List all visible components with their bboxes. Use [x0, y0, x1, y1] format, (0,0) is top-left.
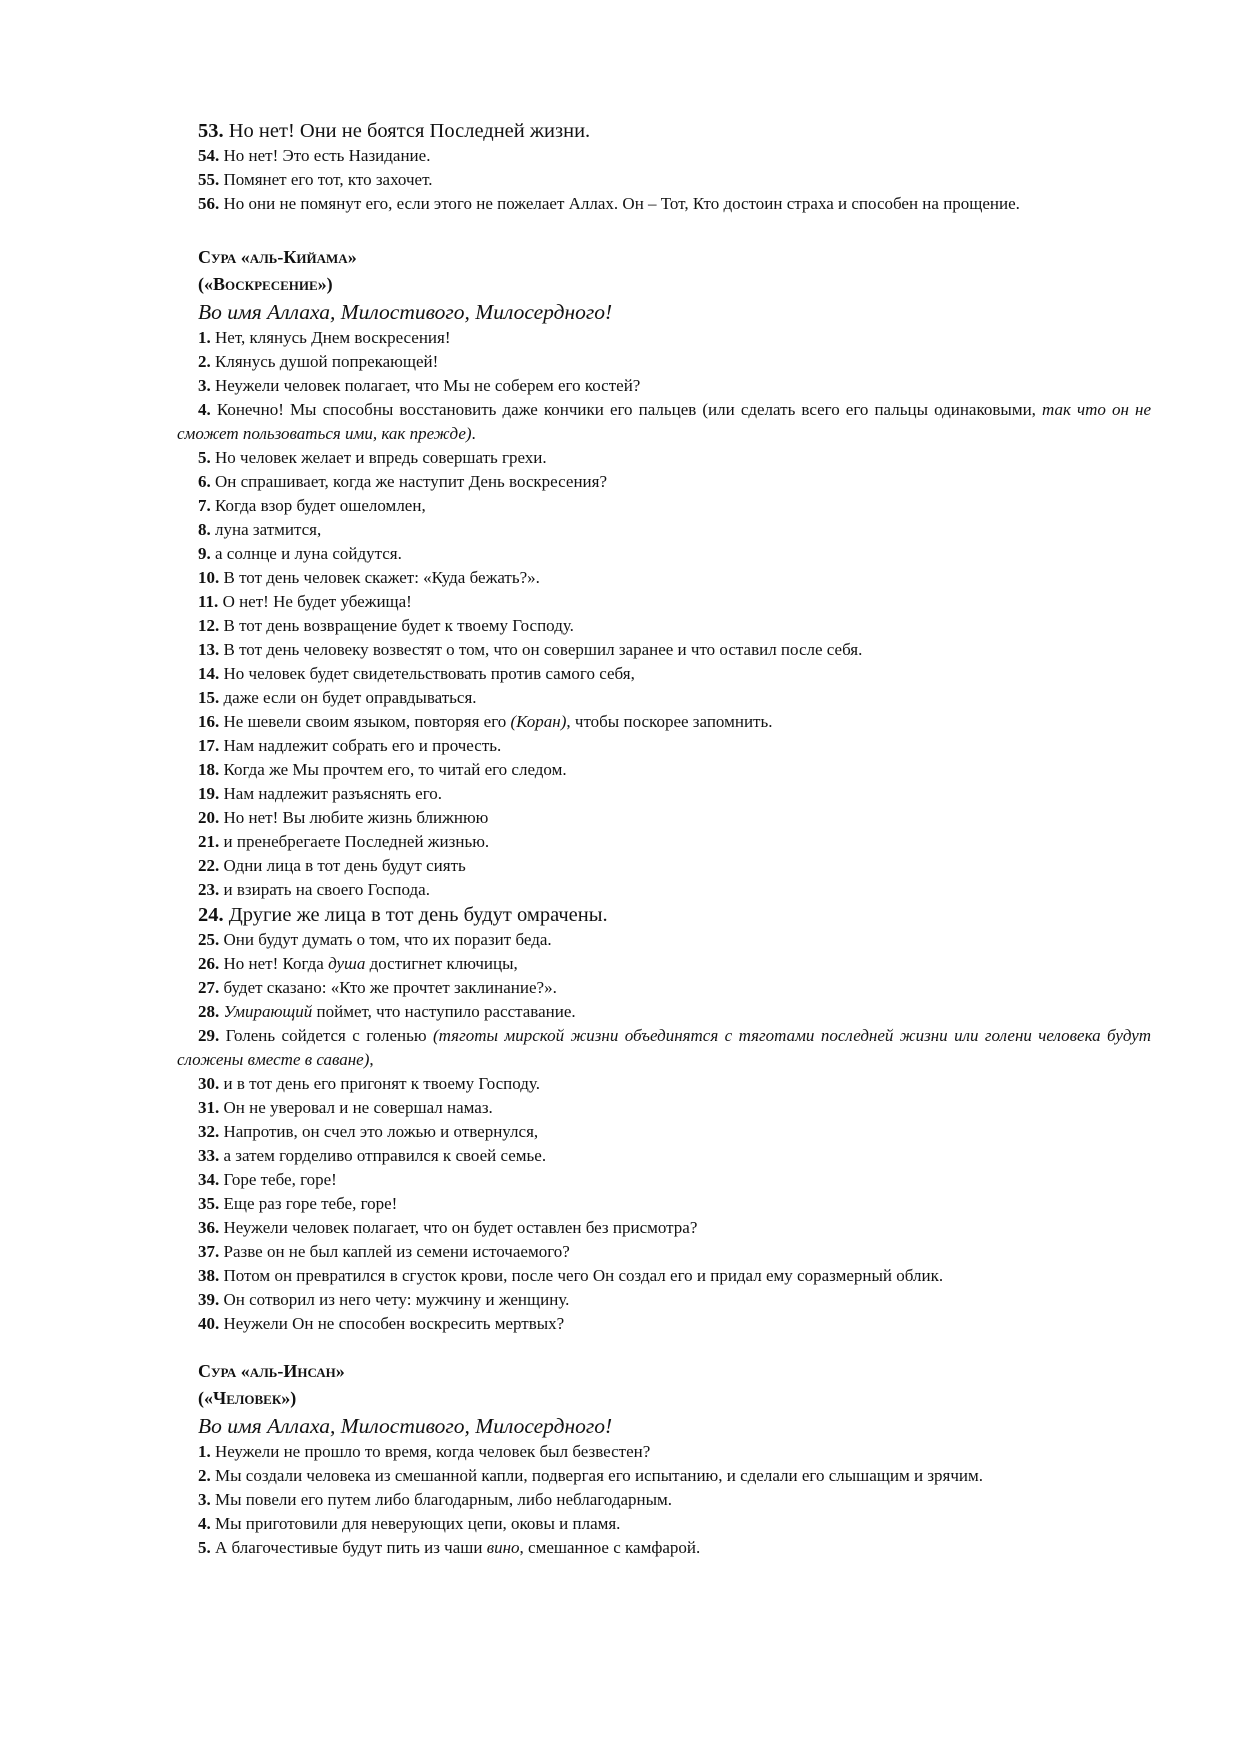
verse-number: 24.: [198, 904, 224, 926]
verse-number: 28.: [198, 1002, 220, 1021]
verse-number: 11.: [198, 592, 219, 611]
verse: [177, 1000, 1151, 1024]
verse: [177, 446, 1151, 470]
verse-text: будет сказано: «Кто же прочтет заклинание?».: [223, 978, 557, 997]
verse-text: Мы создали человека из смешанной капли, подвергая его испытанию, и сделали его слышащим и зрячим.: [215, 1466, 984, 1485]
verse-number: 12.: [198, 616, 220, 635]
verse: [177, 1144, 1151, 1168]
verse: [177, 144, 1151, 168]
verse-text: В тот день человеку возвестят о том, что он совершил заранее и что оставил после себя.: [223, 640, 863, 659]
verse: [177, 614, 1151, 638]
verse-text: В тот день возвращение будет к твоему Господу.: [223, 616, 574, 635]
verse: [177, 734, 1151, 758]
verse-number: 23.: [198, 880, 220, 899]
verse-number: 22.: [198, 856, 220, 875]
verse-number: 3.: [198, 1490, 211, 1509]
verse-commentary: (Коран): [510, 712, 567, 731]
verse: [177, 1024, 1151, 1072]
verse: [177, 1488, 1151, 1512]
verse-commentary: Умирающий: [223, 1002, 313, 1021]
verse-text: Нам надлежит собрать его и прочесть.: [223, 736, 502, 755]
verse-text: Неужели человек полагает, что Мы не соберем его костей?: [215, 376, 641, 395]
verse-text: А благочестивые будут пить из чаши: [215, 1538, 487, 1557]
verse-text: , чтобы поскорее запомнить.: [566, 712, 773, 731]
verse-number: 53.: [198, 120, 224, 142]
verse-text: Потом он превратился в сгусток крови, после чего Он создал его и придал ему соразмерный облик.: [223, 1266, 944, 1285]
verse: [177, 878, 1151, 902]
verse: [177, 350, 1151, 374]
verse-number: 55.: [198, 170, 220, 189]
verse: [177, 830, 1151, 854]
verse-text: Голень сойдется с голенью: [225, 1026, 434, 1045]
verse: [177, 710, 1151, 734]
verse-block-al-insan: [177, 1440, 1151, 1560]
verse-number: 4.: [198, 1514, 211, 1533]
verse-number: 38.: [198, 1266, 220, 1285]
verse-text: Помянет его тот, кто захочет.: [223, 170, 433, 189]
verse-number: 37.: [198, 1242, 220, 1261]
verse: [177, 566, 1151, 590]
verse-number: 54.: [198, 146, 220, 165]
verse-number: 35.: [198, 1194, 220, 1213]
verse-number: 26.: [198, 954, 220, 973]
verse-number: 8.: [198, 520, 211, 539]
verse-number: 16.: [198, 712, 220, 731]
verse: [177, 542, 1151, 566]
verse-text: Горе тебе, горе!: [223, 1170, 337, 1189]
verse: [177, 1536, 1151, 1560]
verse-text: .: [471, 424, 476, 443]
verse: [177, 638, 1151, 662]
sura-title: Сура «аль-Кийама»: [198, 247, 357, 267]
verse-text: Но нет! Вы любите жизнь ближнюю: [223, 808, 489, 827]
verse: [177, 782, 1151, 806]
verse-number: 31.: [198, 1098, 220, 1117]
verse-text: луна затмится,: [215, 520, 322, 539]
verse: [177, 1288, 1151, 1312]
verse: [177, 1120, 1151, 1144]
verse-block-al-qiyama: [177, 326, 1151, 1336]
verse-text: Еще раз горе тебе, горе!: [223, 1194, 398, 1213]
verse: [177, 854, 1151, 878]
verse-text: Неужели Он не способен воскресить мертвых?: [223, 1314, 565, 1333]
verse-text: поймет, что наступило расставание.: [312, 1002, 576, 1021]
verse-text: и в тот день его пригонят к твоему Господу.: [223, 1074, 540, 1093]
verse: [177, 1216, 1151, 1240]
basmala: Во имя Аллаха, Милостивого, Милосердного!: [198, 1414, 613, 1438]
verse-text: Напротив, он счел это ложью и отвернулся,: [223, 1122, 539, 1141]
sura-subtitle: («Воскресение»): [198, 274, 333, 294]
verse-text: даже если он будет оправдываться.: [223, 688, 477, 707]
verse-text: Он спрашивает, когда же наступит День воскресения?: [215, 472, 608, 491]
verse-text: Он сотворил из него чету: мужчину и женщину.: [223, 1290, 570, 1309]
verse-commentary: так что он не сможет пользоваться ими, как прежде): [177, 400, 1151, 443]
verse-text: а затем горделиво отправился к своей семье.: [223, 1146, 547, 1165]
verse-text: Разве он не был каплей из семени источаемого?: [223, 1242, 570, 1261]
verse-number: 14.: [198, 664, 220, 683]
verse-commentary: вино: [486, 1538, 520, 1557]
verse: [177, 518, 1151, 542]
verse: [177, 168, 1151, 192]
verse: [177, 902, 1151, 928]
verse: [177, 118, 1151, 144]
verse-number: 3.: [198, 376, 211, 395]
verse-text: Но они не помянут его, если этого не пожелает Аллах. Он – Тот, Кто достоин страха и способен на прощение.: [223, 194, 1020, 213]
verse-text: Другие же лица в тот день будут омрачены.: [228, 904, 608, 926]
verse-commentary: (тяготы мирской жизни объединятся с тяготами последней жизни или голени человека будут сложены вместе в саване): [177, 1026, 1152, 1069]
verse-number: 1.: [198, 328, 211, 347]
verse-text: , смешанное с камфарой.: [519, 1538, 701, 1557]
verse: [177, 1072, 1151, 1096]
verse: [177, 758, 1151, 782]
verse: [177, 952, 1151, 976]
verse: [177, 1096, 1151, 1120]
verse-number: 6.: [198, 472, 211, 491]
verse-text: Мы повели его путем либо благодарным, либо неблагодарным.: [215, 1490, 673, 1509]
verse: [177, 1464, 1151, 1488]
verse-number: 20.: [198, 808, 220, 827]
verse-text: Нет, клянусь Днем воскресения!: [215, 328, 451, 347]
verse: [177, 976, 1151, 1000]
verse-number: 25.: [198, 930, 220, 949]
verse: [177, 1192, 1151, 1216]
verse-number: 18.: [198, 760, 220, 779]
verse-text: Неужели человек полагает, что он будет оставлен без присмотра?: [223, 1218, 698, 1237]
verse: [177, 590, 1151, 614]
verse-number: 4.: [198, 400, 211, 419]
verse: [177, 374, 1151, 398]
verse-text: Но нет! Они не боятся Последней жизни.: [228, 120, 591, 142]
verse-text: Нам надлежит разъяснять его.: [223, 784, 442, 803]
verse-block-continuation: [177, 118, 1151, 216]
verse-number: 29.: [198, 1026, 220, 1045]
verse-text: Не шевели своим языком, повторяя его: [223, 712, 511, 731]
verse-text: Но нет! Это есть Назидание.: [223, 146, 431, 165]
verse-number: 2.: [198, 1466, 211, 1485]
verse: [177, 1512, 1151, 1536]
verse: [177, 686, 1151, 710]
verse-text: ,: [369, 1050, 374, 1069]
verse: [177, 398, 1151, 446]
verse-text: Когда же Мы прочтем его, то читай его следом.: [223, 760, 567, 779]
verse-number: 5.: [198, 448, 211, 467]
verse-number: 19.: [198, 784, 220, 803]
verse-text: и взирать на своего Господа.: [223, 880, 430, 899]
verse-text: Неужели не прошло то время, когда человек был безвестен?: [215, 1442, 651, 1461]
verse-text: достигнет ключицы,: [365, 954, 518, 973]
verse-number: 2.: [198, 352, 211, 371]
verse: [177, 470, 1151, 494]
verse-number: 5.: [198, 1538, 211, 1557]
verse-text: а солнце и луна сойдутся.: [215, 544, 402, 563]
verse-number: 34.: [198, 1170, 220, 1189]
verse-number: 17.: [198, 736, 220, 755]
verse-number: 33.: [198, 1146, 220, 1165]
sura-title: Сура «аль-Инсан»: [198, 1361, 345, 1381]
verse-number: 30.: [198, 1074, 220, 1093]
verse: [177, 1240, 1151, 1264]
verse-number: 32.: [198, 1122, 220, 1141]
basmala: Во имя Аллаха, Милостивого, Милосердного!: [198, 300, 613, 324]
verse: [177, 806, 1151, 830]
verse-number: 21.: [198, 832, 220, 851]
verse: [177, 494, 1151, 518]
verse-text: Одни лица в тот день будут сиять: [223, 856, 466, 875]
document-page: [177, 118, 1151, 1560]
verse-number: 13.: [198, 640, 220, 659]
verse-number: 7.: [198, 496, 211, 515]
verse-number: 15.: [198, 688, 220, 707]
verse-number: 10.: [198, 568, 220, 587]
verse: [177, 1264, 1151, 1288]
sura-subtitle: («Человек»): [198, 1388, 297, 1408]
verse-text: Но человек желает и впредь совершать грехи.: [215, 448, 547, 467]
verse: [177, 192, 1151, 216]
verse-number: 39.: [198, 1290, 220, 1309]
verse: [177, 928, 1151, 952]
verse-number: 36.: [198, 1218, 220, 1237]
verse-text: Но человек будет свидетельствовать против самого себя,: [223, 664, 635, 683]
verse: [177, 326, 1151, 350]
verse-number: 27.: [198, 978, 220, 997]
verse-text: Мы приготовили для неверующих цепи, оковы и пламя.: [215, 1514, 621, 1533]
verse: [177, 1440, 1151, 1464]
verse-text: О нет! Не будет убежища!: [222, 592, 412, 611]
verse: [177, 1312, 1151, 1336]
verse-number: 40.: [198, 1314, 220, 1333]
verse-number: 1.: [198, 1442, 211, 1461]
verse-text: Они будут думать о том, что их поразит беда.: [223, 930, 552, 949]
verse-text: и пренебрегаете Последней жизнью.: [223, 832, 490, 851]
verse-number: 56.: [198, 194, 220, 213]
verse: [177, 662, 1151, 686]
verse-text: Когда взор будет ошеломлен,: [215, 496, 426, 515]
verse-text: В тот день человек скажет: «Куда бежать?».: [223, 568, 540, 587]
verse-text: Клянусь душой попрекающей!: [215, 352, 439, 371]
verse-text: Но нет! Когда: [223, 954, 329, 973]
verse: [177, 1168, 1151, 1192]
verse-text: Он не уверовал и не совершал намаз.: [223, 1098, 493, 1117]
verse-text: Конечно! Мы способны восстановить даже кончики его пальцев (или сделать всего его пальцы одинаковыми,: [216, 400, 1043, 419]
verse-commentary: душа: [328, 954, 366, 973]
verse-number: 9.: [198, 544, 211, 563]
